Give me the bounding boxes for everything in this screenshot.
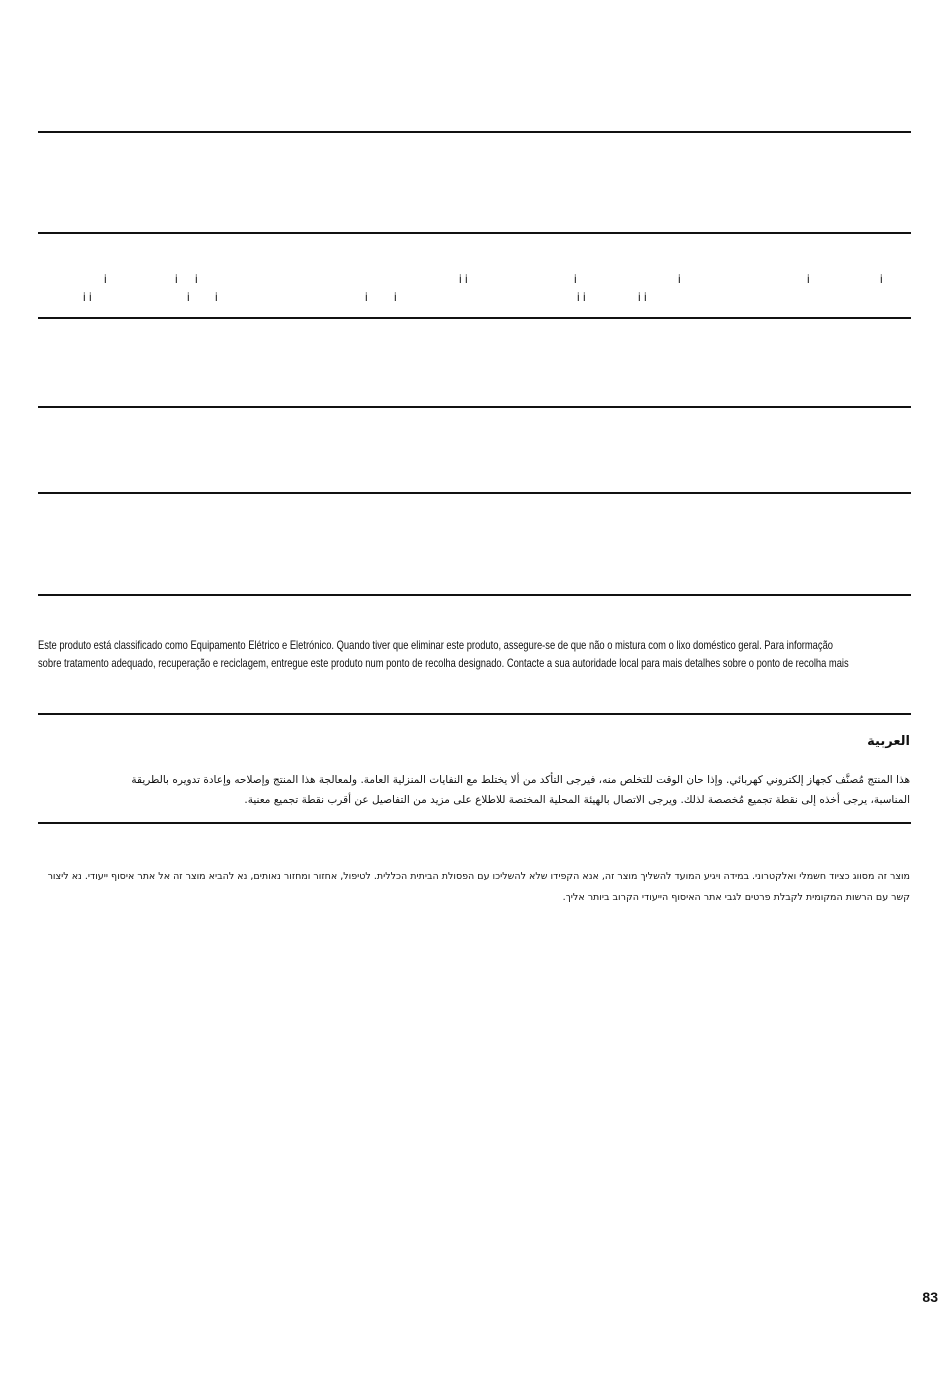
- arabic-paragraph: [37, 770, 910, 810]
- glyph: i i: [83, 290, 92, 304]
- portuguese-line-2: sobre tratamento adequado, recuperação e reciclagem, entregue este produto num ponto de recolha designado. Contacte a sua autoridade local para mais detalhes sobre o ponto de recolha mais: [38, 656, 849, 670]
- hebrew-line-1: מוצר זה מסווג כציוד חשמלי ואלקטרוני. במידה ויגיע המועד להשליך מוצר זה, אנא הקפידו שלא להשליכו עם הפסולת הביתית הכללית. לטיפול, אחזור ומחזור נאותים, נא להביא מוצר זה אל אתר איסוף ייעודי. נא ליצור: [47, 871, 910, 882]
- section-divider-1: [38, 131, 911, 133]
- hebrew-paragraph: [37, 866, 910, 908]
- section-divider-8: [38, 822, 911, 824]
- glyph: i: [215, 290, 218, 304]
- section-divider-4: [38, 406, 911, 408]
- page-number: 83: [922, 1289, 938, 1305]
- glyph: i: [175, 272, 178, 286]
- glyph: i: [195, 272, 198, 286]
- glyph: i i: [459, 272, 468, 286]
- glyph: i: [678, 272, 681, 286]
- portuguese-paragraph: [38, 636, 919, 672]
- arabic-line-1: هذا المنتج مُصنَّف كجهاز إلكتروني كهربائي. وإذا حان الوقت للتخلص منه، فيرجى التأكد من ألا يختلط مع النفايات المنزلية العامة. ولمعالجة هذا المنتج وإصلاحه وإعادة تدويره بالطريقة: [131, 774, 910, 786]
- portuguese-line-1: Este produto está classificado como Equipamento Elétrico e Eletrónico. Quando tiver que eliminar este produto, assegure-se de que não o mistura com o lixo doméstico geral. Para informação: [38, 638, 833, 652]
- glyph: i: [574, 272, 577, 286]
- glyph: i: [187, 290, 190, 304]
- section-divider-6: [38, 594, 911, 596]
- glyph: i: [394, 290, 397, 304]
- glyph: i: [807, 272, 810, 286]
- glyph: i i: [638, 290, 647, 304]
- glyph: i i: [577, 290, 586, 304]
- glyph: i: [104, 272, 107, 286]
- hebrew-line-2: קשר עם הרשות המקומית לקבלת פרטים לגבי אתר האיסוף הייעודי הקרוב ביותר אליך.: [562, 892, 910, 903]
- unrendered-glyph-row: [38, 272, 911, 306]
- section-divider-3: [38, 317, 911, 319]
- glyph: i: [880, 272, 883, 286]
- section-divider-5: [38, 492, 911, 494]
- glyph: i: [365, 290, 368, 304]
- arabic-heading: العربية: [867, 734, 910, 749]
- section-divider-7: [38, 713, 911, 715]
- arabic-line-2: المناسبة، يرجى أخذه إلى نقطة تجميع مُخصصة لذلك. ويرجى الاتصال بالهيئة المحلية المختصة للاطلاع على مزيد من التفاصيل عن أقرب نقطة تجميع معنية.: [244, 794, 910, 806]
- section-divider-2: [38, 232, 911, 234]
